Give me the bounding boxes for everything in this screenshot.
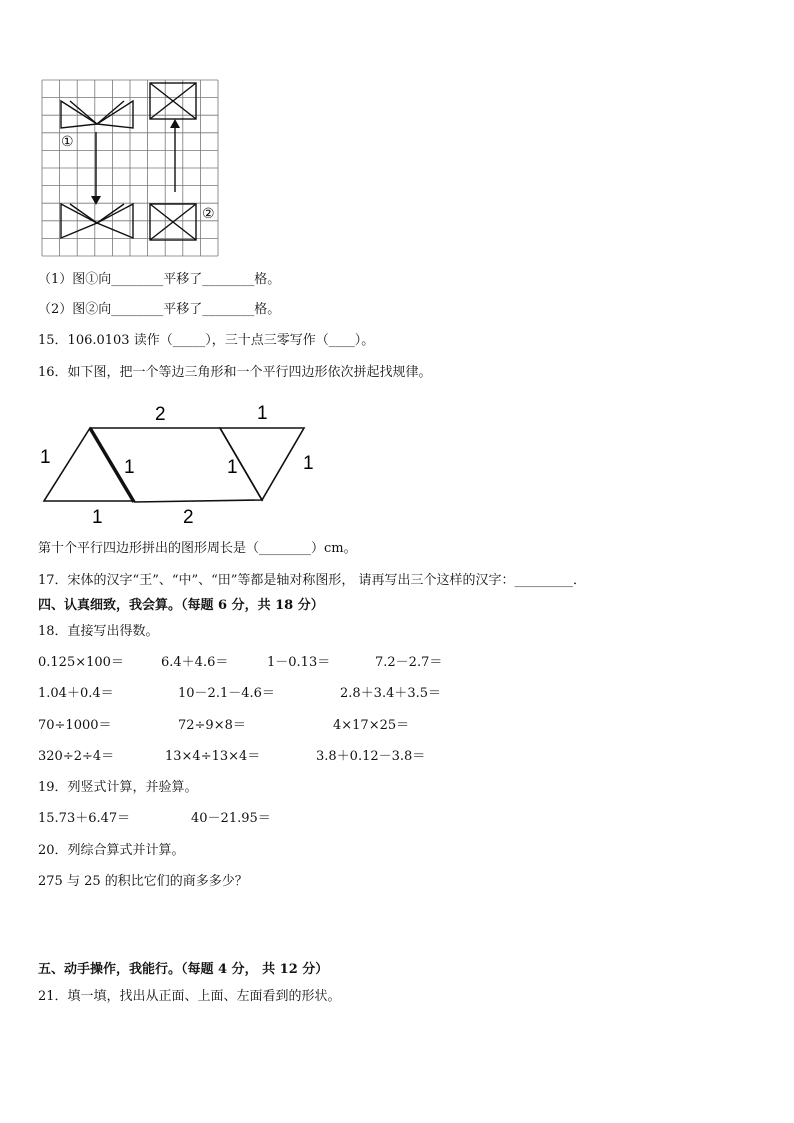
q18-item: 1.04＋0.4＝	[38, 686, 114, 701]
q18-item: 2.8＋3.4＋3.5＝	[340, 686, 442, 701]
label-inner-right: 1	[227, 457, 238, 478]
triangle-parallelogram-figure	[30, 395, 330, 535]
q21-text: 21．填一填，找出从正面、上面、左面看到的形状。	[38, 989, 341, 1004]
q20-text: 275 与 25 的积比它们的商多多少？	[38, 874, 248, 889]
label-bottom-long: 2	[183, 507, 194, 528]
label-shape-2: ②	[202, 206, 215, 222]
q18-item: 1－0.13＝	[267, 655, 331, 670]
q19-item: 40－21.95＝	[191, 811, 271, 826]
q18-item: 3.8＋0.12－3.8＝	[316, 749, 426, 764]
label-top-long: 2	[155, 404, 166, 425]
label-left-side: 1	[40, 447, 51, 468]
q18-item: 320÷2÷4＝	[38, 749, 115, 764]
translation-grid-figure	[42, 80, 220, 258]
q18-item: 4×17×25＝	[333, 718, 410, 733]
q18-item: 70÷1000＝	[38, 718, 112, 733]
q15-text: 15．106.0103 读作（_____），三十点三零写作（____）。	[38, 333, 375, 348]
label-bottom-short: 1	[92, 507, 103, 528]
q16-answer-line: 第十个平行四边形拼出的图形周长是（________）cm。	[38, 541, 357, 556]
label-top-short: 1	[257, 403, 268, 424]
butterfly-shape-1	[61, 101, 97, 128]
label-shape-1: ①	[61, 134, 74, 150]
q20-title: 20．列综合算式并计算。	[38, 843, 185, 858]
q18-item: 10－2.1－4.6＝	[178, 686, 275, 701]
q18-item: 7.2－2.7＝	[375, 655, 443, 670]
label-right-side: 1	[303, 453, 314, 474]
q14-line2: （2）图②向________平移了________格。	[38, 302, 281, 317]
q14-line1: （1）图①向________平移了________格。	[38, 272, 281, 287]
section4-heading: 四、认真细致，我会算。（每题 6 分，共 18 分）	[38, 598, 324, 613]
q18-title: 18．直接写出得数。	[38, 624, 159, 639]
q16-text: 16．如下图，把一个等边三角形和一个平行四边形依次拼起找规律。	[38, 365, 432, 380]
q18-item: 6.4＋4.6＝	[161, 655, 229, 670]
label-inner-left: 1	[124, 457, 135, 478]
q17-text: 17．宋体的汉字“王”、“中”、“田”等都是轴对称图形， 请再写出三个这样的汉字：_________．	[38, 573, 587, 588]
arrow-up-icon	[170, 119, 180, 128]
q18-item: 13×4÷13×4＝	[165, 749, 261, 764]
q19-item: 15.73＋6.47＝	[38, 811, 131, 826]
q19-title: 19．列竖式计算，并验算。	[38, 780, 198, 795]
q18-item: 0.125×100＝	[38, 655, 124, 670]
arrow-down-icon	[91, 196, 101, 205]
section5-heading: 五、动手操作，我能行。（每题 4 分， 共 12 分）	[38, 962, 329, 977]
q18-item: 72÷9×8＝	[178, 718, 246, 733]
